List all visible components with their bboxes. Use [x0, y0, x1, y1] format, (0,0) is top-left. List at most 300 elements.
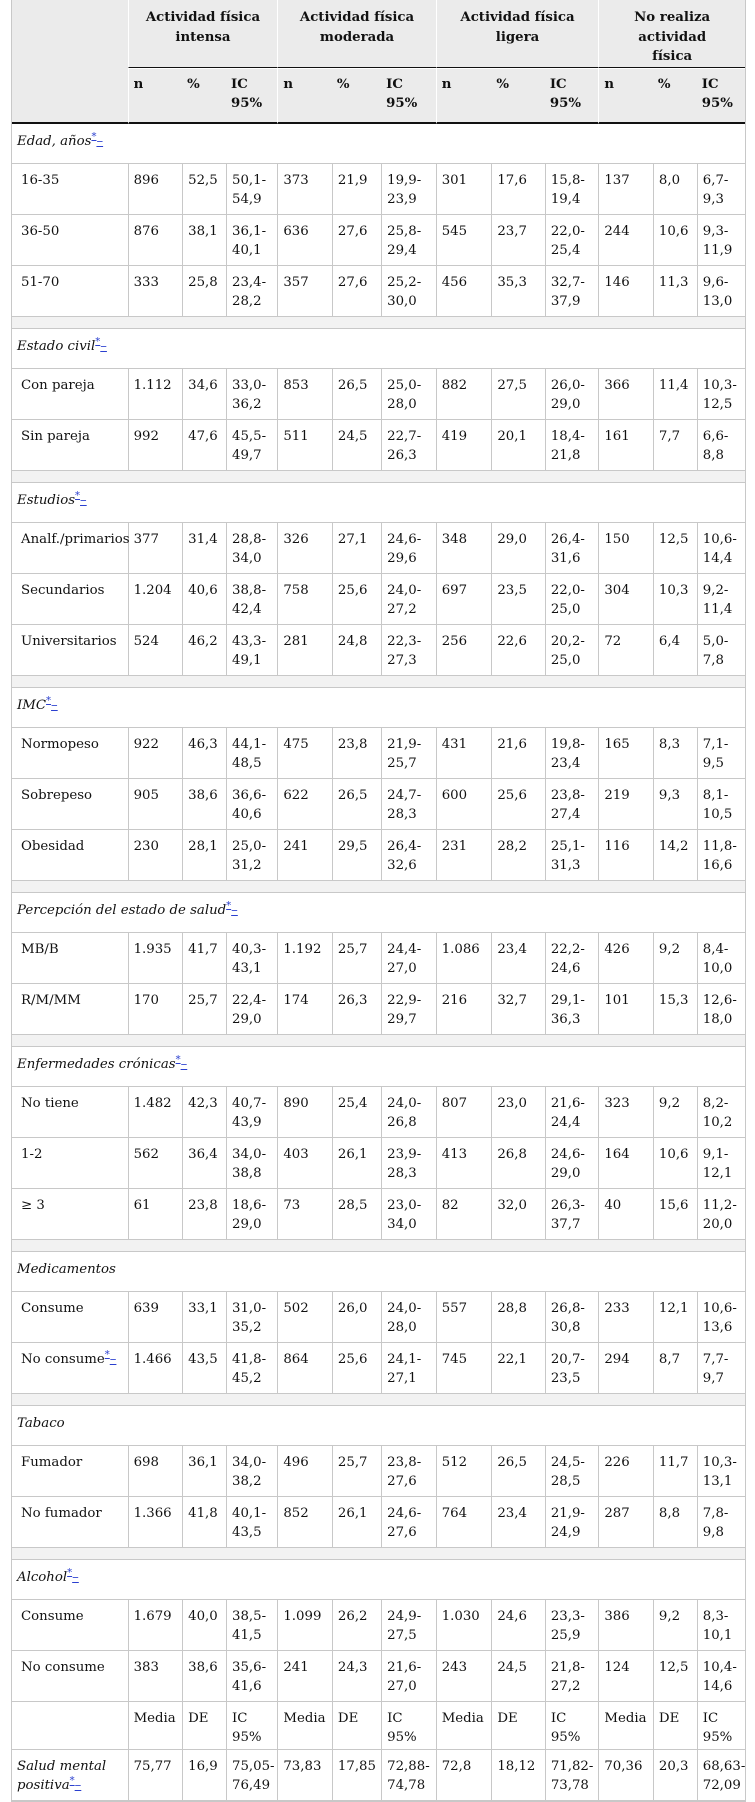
- cell-ic: 25,0- 28,0: [381, 369, 436, 420]
- cell-pct: 40,6: [182, 574, 226, 625]
- cell-ic: 8,1- 10,5: [697, 779, 745, 830]
- cell-ic: 20,2- 25,0: [545, 625, 599, 676]
- cell-pct: 31,4: [182, 523, 226, 574]
- group-header-ligera: Actividad física ligera: [436, 0, 599, 68]
- cell-n: 75,77: [128, 1750, 183, 1801]
- cell-n: 366: [598, 369, 653, 420]
- cell-ic: 43,3- 49,1: [226, 625, 277, 676]
- col-header-pct: %: [653, 68, 697, 124]
- cell-ic: 9,3- 11,9: [697, 215, 745, 266]
- cell-pct: 24,6: [491, 1600, 545, 1651]
- cell-pct: 8,0: [653, 164, 697, 215]
- cell-ic: 38,5- 41,5: [226, 1600, 277, 1651]
- cell-pct: 25,6: [491, 779, 545, 830]
- cell-ic: 23,8- 27,4: [545, 779, 599, 830]
- cell-pct: 29,5: [332, 830, 381, 881]
- cell-ic: 68,63- 72,09: [697, 1750, 745, 1801]
- cell-pct: 23,4: [491, 1497, 545, 1548]
- cell-pct: 46,2: [182, 625, 226, 676]
- row-label: No consume*–: [12, 1343, 128, 1394]
- mean-header-de: DE: [653, 1702, 697, 1750]
- col-header-n: n: [277, 68, 332, 124]
- cell-ic: 8,2- 10,2: [697, 1087, 745, 1138]
- table-row: [12, 215, 745, 266]
- section-header: [12, 329, 745, 369]
- cell-n: 386: [598, 1600, 653, 1651]
- cell-n: 1.086: [436, 933, 492, 984]
- section-title: Estudios: [17, 492, 76, 508]
- row-label: 51-70: [12, 266, 128, 317]
- cell-ic: 21,6- 27,0: [381, 1651, 436, 1702]
- table-row: [12, 266, 745, 317]
- cell-n: 853: [277, 369, 332, 420]
- table-row: [12, 728, 745, 779]
- cell-n: 807: [436, 1087, 492, 1138]
- cell-pct: 17,6: [491, 164, 545, 215]
- cell-ic: 5,0- 7,8: [697, 625, 745, 676]
- cell-n: 348: [436, 523, 492, 574]
- cell-ic: 50,1- 54,9: [226, 164, 277, 215]
- cell-n: 1.366: [128, 1497, 183, 1548]
- col-header-pct: %: [332, 68, 381, 124]
- col-header-pct: %: [491, 68, 545, 124]
- cell-pct: 33,1: [182, 1292, 226, 1343]
- cell-n: 174: [277, 984, 332, 1035]
- mean-header-media: Media: [598, 1702, 653, 1750]
- section-spacer: [12, 317, 745, 329]
- cell-ic: 12,6- 18,0: [697, 984, 745, 1035]
- group-header-no-realiza: No realiza actividad física: [598, 0, 745, 68]
- mean-header-ic: IC 95%: [226, 1702, 277, 1750]
- table-row: [12, 574, 745, 625]
- row-label: ≥ 3: [12, 1189, 128, 1240]
- cell-n: 219: [598, 779, 653, 830]
- cell-pct: 25,7: [182, 984, 226, 1035]
- mean-header-media: Media: [277, 1702, 332, 1750]
- section-title: Enfermedades crónicas: [17, 1056, 176, 1072]
- cell-ic: 45,5- 49,7: [226, 420, 277, 471]
- cell-pct: 25,6: [332, 574, 381, 625]
- corner-cell: [12, 0, 128, 68]
- table-row: [12, 369, 745, 420]
- cell-pct: 28,2: [491, 830, 545, 881]
- cell-pct: 27,1: [332, 523, 381, 574]
- section-spacer: [12, 471, 745, 483]
- cell-n: 764: [436, 1497, 492, 1548]
- activity-table: [11, 0, 746, 1802]
- cell-pct: 12,5: [653, 1651, 697, 1702]
- cell-pct: 26,0: [332, 1292, 381, 1343]
- cell-n: 403: [277, 1138, 332, 1189]
- footnote-link[interactable]: *: [46, 695, 52, 707]
- cell-n: 164: [598, 1138, 653, 1189]
- cell-ic: 24,9- 27,5: [381, 1600, 436, 1651]
- cell-ic: 40,1- 43,5: [226, 1497, 277, 1548]
- cell-pct: 34,6: [182, 369, 226, 420]
- cell-n: 244: [598, 215, 653, 266]
- cell-ic: 23,3- 25,9: [545, 1600, 599, 1651]
- table-row: [12, 1497, 745, 1548]
- cell-pct: 25,4: [332, 1087, 381, 1138]
- cell-ic: 29,1- 36,3: [545, 984, 599, 1035]
- mean-header-empty: [12, 1702, 128, 1750]
- cell-pct: 38,6: [182, 779, 226, 830]
- cell-ic: 22,9- 29,7: [381, 984, 436, 1035]
- row-label: Consume: [12, 1600, 128, 1651]
- cell-pct: 9,2: [653, 1600, 697, 1651]
- cell-pct: 28,8: [491, 1292, 545, 1343]
- cell-pct: 28,5: [332, 1189, 381, 1240]
- cell-n: 922: [128, 728, 183, 779]
- cell-ic: 20,7- 23,5: [545, 1343, 599, 1394]
- cell-ic: 26,0- 29,0: [545, 369, 599, 420]
- cell-n: 294: [598, 1343, 653, 1394]
- cell-n: 636: [277, 215, 332, 266]
- cell-ic: 22,4- 29,0: [226, 984, 277, 1035]
- table-row: [12, 830, 745, 881]
- footnote-link[interactable]: *: [91, 131, 97, 143]
- section-header: [12, 1252, 745, 1292]
- cell-pct: 10,3: [653, 574, 697, 625]
- cell-n: 124: [598, 1651, 653, 1702]
- cell-ic: 10,6- 13,6: [697, 1292, 745, 1343]
- footnote-dash[interactable]: –: [231, 902, 238, 918]
- cell-ic: 26,4- 32,6: [381, 830, 436, 881]
- cell-n: 622: [277, 779, 332, 830]
- mean-header-media: Media: [436, 1702, 492, 1750]
- row-label: Analf./primarios: [12, 523, 128, 574]
- footnote-dash[interactable]: –: [96, 133, 104, 149]
- section-title: IMC: [17, 697, 47, 713]
- cell-n: 72: [598, 625, 653, 676]
- mean-header-ic: IC 95%: [381, 1702, 436, 1750]
- cell-ic: 41,8- 45,2: [226, 1343, 277, 1394]
- cell-pct: 42,3: [182, 1087, 226, 1138]
- table-row: [12, 625, 745, 676]
- cell-n: 1.099: [277, 1600, 332, 1651]
- col-header-n: n: [128, 68, 183, 124]
- cell-pct: 52,5: [182, 164, 226, 215]
- cell-pct: 20,3: [653, 1750, 697, 1801]
- mean-header-de: DE: [491, 1702, 545, 1750]
- cell-ic: 10,6- 14,4: [697, 523, 745, 574]
- cell-pct: 22,1: [491, 1343, 545, 1394]
- cell-n: 745: [436, 1343, 492, 1394]
- cell-n: 373: [277, 164, 332, 215]
- footnote-link[interactable]: *: [175, 1054, 181, 1066]
- footnote-link[interactable]: *: [67, 1567, 73, 1579]
- row-label: 16-35: [12, 164, 128, 215]
- cell-ic: 38,8- 42,4: [226, 574, 277, 625]
- cell-ic: 25,2- 30,0: [381, 266, 436, 317]
- cell-ic: 22,2- 24,6: [545, 933, 599, 984]
- col-header-ic: IC 95%: [381, 68, 436, 124]
- section-spacer: [12, 1035, 745, 1047]
- cell-n: 82: [436, 1189, 492, 1240]
- footnote-link[interactable]: *: [75, 490, 81, 502]
- mean-header-ic: IC 95%: [545, 1702, 599, 1750]
- cell-pct: 24,3: [332, 1651, 381, 1702]
- cell-n: 241: [277, 830, 332, 881]
- cell-n: 281: [277, 625, 332, 676]
- cell-ic: 25,8- 29,4: [381, 215, 436, 266]
- cell-n: 1.030: [436, 1600, 492, 1651]
- cell-n: 146: [598, 266, 653, 317]
- cell-n: 697: [436, 574, 492, 625]
- cell-pct: 24,8: [332, 625, 381, 676]
- cell-pct: 11,7: [653, 1446, 697, 1497]
- row-label: 1-2: [12, 1138, 128, 1189]
- cell-ic: 35,6- 41,6: [226, 1651, 277, 1702]
- cell-n: 431: [436, 728, 492, 779]
- cell-n: 326: [277, 523, 332, 574]
- cell-ic: 7,8- 9,8: [697, 1497, 745, 1548]
- cell-pct: 9,3: [653, 779, 697, 830]
- mean-header-media: Media: [128, 1702, 183, 1750]
- cell-n: 101: [598, 984, 653, 1035]
- cell-pct: 21,6: [491, 728, 545, 779]
- cell-ic: 24,5- 28,5: [545, 1446, 599, 1497]
- corner-cell-sub: [12, 68, 128, 124]
- cell-ic: 19,8- 23,4: [545, 728, 599, 779]
- row-label: Obesidad: [12, 830, 128, 881]
- cell-ic: 75,05- 76,49: [226, 1750, 277, 1801]
- row-label: R/M/MM: [12, 984, 128, 1035]
- cell-n: 426: [598, 933, 653, 984]
- table-row: [12, 1292, 745, 1343]
- table-row: [12, 1600, 745, 1651]
- cell-n: 456: [436, 266, 492, 317]
- footnote-dash[interactable]: –: [109, 1351, 117, 1367]
- cell-pct: 10,6: [653, 215, 697, 266]
- cell-pct: 24,5: [332, 420, 381, 471]
- cell-ic: 36,6- 40,6: [226, 779, 277, 830]
- cell-n: 1.935: [128, 933, 183, 984]
- cell-ic: 40,3- 43,1: [226, 933, 277, 984]
- cell-ic: 19,9- 23,9: [381, 164, 436, 215]
- cell-pct: 47,6: [182, 420, 226, 471]
- cell-n: 852: [277, 1497, 332, 1548]
- cell-n: 475: [277, 728, 332, 779]
- cell-ic: 21,8- 27,2: [545, 1651, 599, 1702]
- section-spacer: [12, 1548, 745, 1560]
- col-header-ic: IC 95%: [545, 68, 599, 124]
- cell-pct: 38,6: [182, 1651, 226, 1702]
- cell-n: 231: [436, 830, 492, 881]
- cell-n: 698: [128, 1446, 183, 1497]
- cell-n: 502: [277, 1292, 332, 1343]
- cell-ic: 34,0- 38,8: [226, 1138, 277, 1189]
- row-label: Con pareja: [12, 369, 128, 420]
- cell-pct: 20,1: [491, 420, 545, 471]
- cell-n: 323: [598, 1087, 653, 1138]
- cell-pct: 27,5: [491, 369, 545, 420]
- cell-pct: 41,8: [182, 1497, 226, 1548]
- cell-ic: 10,4- 14,6: [697, 1651, 745, 1702]
- cell-pct: 24,5: [491, 1651, 545, 1702]
- section-header: [12, 1560, 745, 1600]
- section-spacer: [12, 881, 745, 893]
- section-title: Medicamentos: [17, 1261, 116, 1277]
- section-spacer: [12, 676, 745, 688]
- cell-pct: 23,7: [491, 215, 545, 266]
- cell-n: 545: [436, 215, 492, 266]
- cell-pct: 25,6: [332, 1343, 381, 1394]
- cell-ic: 25,1- 31,3: [545, 830, 599, 881]
- footnote-dash[interactable]: –: [51, 697, 58, 713]
- cell-pct: 26,1: [332, 1497, 381, 1548]
- cell-ic: 21,6- 24,4: [545, 1087, 599, 1138]
- cell-pct: 23,0: [491, 1087, 545, 1138]
- cell-pct: 36,4: [182, 1138, 226, 1189]
- footnote-dash[interactable]: –: [100, 338, 107, 354]
- cell-ic: 6,6- 8,8: [697, 420, 745, 471]
- mental-health-row: [12, 1750, 745, 1801]
- table-row: [12, 1343, 745, 1394]
- row-label: No consume: [12, 1651, 128, 1702]
- cell-pct: 27,6: [332, 266, 381, 317]
- cell-n: 383: [128, 1651, 183, 1702]
- table-row: [12, 1651, 745, 1702]
- cell-pct: 23,8: [182, 1189, 226, 1240]
- cell-n: 524: [128, 625, 183, 676]
- cell-ic: 24,4- 27,0: [381, 933, 436, 984]
- cell-n: 73: [277, 1189, 332, 1240]
- group-header-intensa: Actividad física intensa: [128, 0, 278, 68]
- cell-ic: 24,7- 28,3: [381, 779, 436, 830]
- cell-n: 226: [598, 1446, 653, 1497]
- cell-ic: 72,88- 74,78: [381, 1750, 436, 1801]
- cell-n: 61: [128, 1189, 183, 1240]
- cell-n: 1.466: [128, 1343, 183, 1394]
- footnote-dash[interactable]: –: [80, 492, 87, 508]
- cell-ic: 22,0- 25,0: [545, 574, 599, 625]
- footnote-dash[interactable]: –: [180, 1056, 188, 1072]
- cell-n: 1.192: [277, 933, 332, 984]
- section-spacer: [12, 1240, 745, 1252]
- row-label: Fumador: [12, 1446, 128, 1497]
- cell-n: 73,83: [277, 1750, 332, 1801]
- table-row: [12, 1189, 745, 1240]
- col-header-ic: IC 95%: [697, 68, 745, 124]
- cell-n: 882: [436, 369, 492, 420]
- cell-n: 150: [598, 523, 653, 574]
- row-label: Salud mental positiva*–: [12, 1750, 128, 1801]
- cell-ic: 23,0- 34,0: [381, 1189, 436, 1240]
- cell-n: 512: [436, 1446, 492, 1497]
- section-spacer: [12, 1394, 745, 1406]
- cell-ic: 31,0- 35,2: [226, 1292, 277, 1343]
- col-header-n: n: [598, 68, 653, 124]
- cell-ic: 23,9- 28,3: [381, 1138, 436, 1189]
- footnote-link[interactable]: *: [95, 336, 101, 348]
- cell-n: 216: [436, 984, 492, 1035]
- cell-ic: 10,3- 13,1: [697, 1446, 745, 1497]
- cell-n: 165: [598, 728, 653, 779]
- cell-n: 758: [277, 574, 332, 625]
- cell-n: 230: [128, 830, 183, 881]
- cell-ic: 24,0- 26,8: [381, 1087, 436, 1138]
- cell-n: 333: [128, 266, 183, 317]
- section-title: Edad, años: [17, 133, 92, 149]
- cell-n: 241: [277, 1651, 332, 1702]
- cell-ic: 24,1- 27,1: [381, 1343, 436, 1394]
- cell-n: 992: [128, 420, 183, 471]
- table-row: [12, 984, 745, 1035]
- table-row: [12, 933, 745, 984]
- footnote-dash[interactable]: –: [74, 1778, 82, 1793]
- cell-ic: 24,6- 29,6: [381, 523, 436, 574]
- section-header: [12, 893, 745, 933]
- cell-pct: 28,1: [182, 830, 226, 881]
- cell-n: 301: [436, 164, 492, 215]
- cell-ic: 9,2- 11,4: [697, 574, 745, 625]
- cell-ic: 71,82- 73,78: [545, 1750, 599, 1801]
- cell-pct: 25,7: [332, 1446, 381, 1497]
- footnote-link[interactable]: *: [226, 900, 232, 912]
- cell-pct: 41,7: [182, 933, 226, 984]
- cell-ic: 44,1- 48,5: [226, 728, 277, 779]
- cell-pct: 25,8: [182, 266, 226, 317]
- cell-n: 40: [598, 1189, 653, 1240]
- cell-ic: 26,8- 30,8: [545, 1292, 599, 1343]
- cell-pct: 25,7: [332, 933, 381, 984]
- cell-ic: 11,2- 20,0: [697, 1189, 745, 1240]
- cell-pct: 26,1: [332, 1138, 381, 1189]
- cell-pct: 26,3: [332, 984, 381, 1035]
- cell-pct: 10,6: [653, 1138, 697, 1189]
- row-label: Normopeso: [12, 728, 128, 779]
- cell-pct: 8,8: [653, 1497, 697, 1548]
- col-header-n: n: [436, 68, 492, 124]
- cell-n: 896: [128, 164, 183, 215]
- cell-pct: 15,6: [653, 1189, 697, 1240]
- cell-pct: 9,2: [653, 933, 697, 984]
- cell-pct: 26,8: [491, 1138, 545, 1189]
- cell-pct: 27,6: [332, 215, 381, 266]
- table-row: [12, 1138, 745, 1189]
- section-title: Estado civil: [17, 338, 96, 354]
- cell-ic: 18,6- 29,0: [226, 1189, 277, 1240]
- cell-n: 377: [128, 523, 183, 574]
- cell-n: 1.482: [128, 1087, 183, 1138]
- footnote-link[interactable]: *: [104, 1349, 110, 1361]
- mean-header-de: DE: [332, 1702, 381, 1750]
- cell-ic: 23,4- 28,2: [226, 266, 277, 317]
- cell-ic: 10,3- 12,5: [697, 369, 745, 420]
- row-label: MB/B: [12, 933, 128, 984]
- table-row: [12, 1087, 745, 1138]
- cell-pct: 26,5: [332, 369, 381, 420]
- cell-n: 876: [128, 215, 183, 266]
- cell-n: 287: [598, 1497, 653, 1548]
- cell-ic: 24,6- 29,0: [545, 1138, 599, 1189]
- cell-n: 905: [128, 779, 183, 830]
- cell-ic: 8,4- 10,0: [697, 933, 745, 984]
- cell-ic: 18,4- 21,8: [545, 420, 599, 471]
- cell-pct: 8,7: [653, 1343, 697, 1394]
- cell-n: 72,8: [436, 1750, 492, 1801]
- cell-pct: 23,5: [491, 574, 545, 625]
- footnote-dash[interactable]: –: [72, 1569, 79, 1585]
- cell-n: 511: [277, 420, 332, 471]
- table-row: [12, 523, 745, 574]
- cell-pct: 46,3: [182, 728, 226, 779]
- cell-n: 304: [598, 574, 653, 625]
- footnote-link[interactable]: *: [69, 1775, 75, 1787]
- cell-pct: 32,7: [491, 984, 545, 1035]
- cell-ic: 15,8- 19,4: [545, 164, 599, 215]
